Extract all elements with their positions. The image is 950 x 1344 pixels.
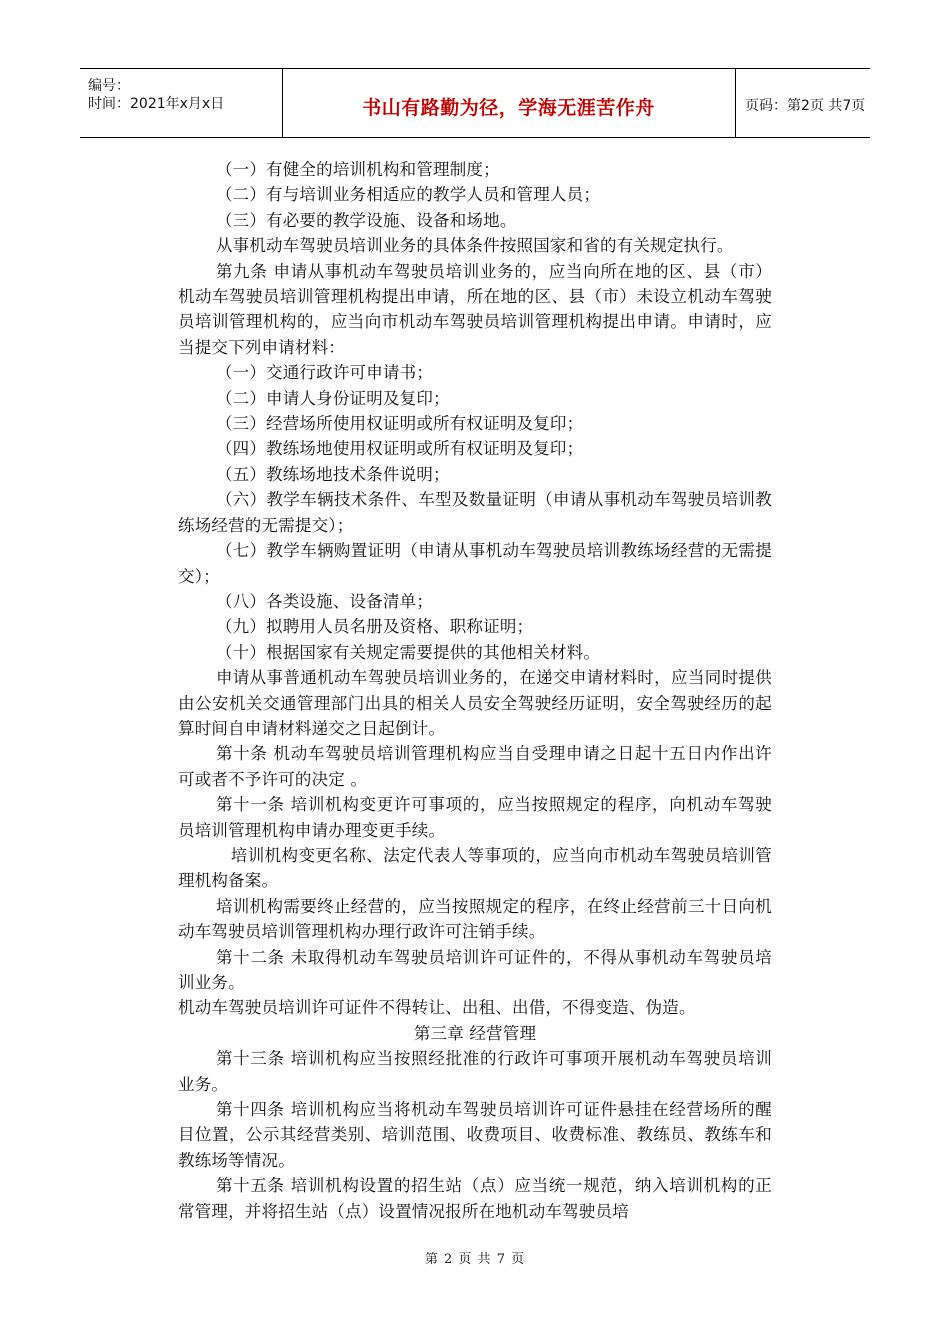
body-paragraph: （三）有必要的教学设施、设备和场地。 — [215, 210, 517, 230]
body-paragraph: 第十四条 培训机构应当将机动车驾驶员培训许可证件悬挂在经营场所的醒目位置，公示其经营类别、培训范围、收费项目、收费标准、教练员、教练车和教练场等情况。 — [178, 1100, 772, 1170]
motto-text: 书山有路勤为径，学海无涯苦作舟 — [362, 97, 655, 119]
body-paragraph: （五）教练场地技术条件说明； — [215, 464, 450, 484]
body-paragraph: 机动车驾驶员培训许可证件不得转让、出租、出借，不得变造、伪造。 — [178, 998, 696, 1018]
body-paragraph: （二）有与培训业务相适应的教学人员和管理人员； — [215, 185, 601, 205]
body-paragraph: 培训机构变更名称、法定代表人等事项的，应当向市机动车驾驶员培训管理机构备案。 — [178, 845, 772, 891]
body-paragraph: 第十三条 培训机构应当按照经批准的行政许可事项开展机动车驾驶员培训业务。 — [178, 1049, 772, 1094]
document-body — [178, 157, 772, 1224]
body-paragraph: （三）经营场所使用权证明或所有权证明及复印； — [215, 414, 584, 434]
page-footer: 第 2 页 共 7 页 — [424, 1252, 526, 1267]
body-paragraph: 第三章 经营管理 — [413, 1023, 537, 1043]
body-paragraph: （六）教学车辆技术条件、车型及数量证明（申请从事机动车驾驶员培训教练场经营的无需提交）； — [178, 490, 772, 535]
body-paragraph: 第十条 机动车驾驶员培训管理机构应当自受理申请之日起十五日内作出许可或者不予许可的决定 。 — [178, 744, 772, 789]
body-paragraph: 第九条 申请从事机动车驾驶员培训业务的，应当向所在地的区、县（市）机动车驾驶员培训管理机构提出申请，所在地的区、县（市）未设立机动车驾驶员培训管理机构的，应当向市机动车驾驶员培训管理机构提出申请。申请时，应当提交下列申请材料： — [178, 261, 772, 357]
body-paragraph: （九）拟聘用人员名册及资格、职称证明； — [215, 617, 534, 637]
body-paragraph: （八）各类设施、设备清单； — [215, 591, 434, 611]
body-paragraph: 申请从事普通机动车驾驶员培训业务的，在递交申请材料时，应当同时提供由公安机关交通管理部门出具的相关人员安全驾驶经历证明，安全驾驶经历的起算时间自申请材料递交之日起倒计。 — [178, 668, 772, 738]
body-paragraph: （四）教练场地使用权证明或所有权证明及复印； — [215, 439, 584, 459]
header-info-cell — [80, 69, 283, 137]
page-label: 页码：第2页 共7页 — [745, 98, 866, 114]
body-paragraph: 从事机动车驾驶员培训业务的具体条件按照国家和省的有关规定执行。 — [215, 236, 734, 256]
time-label: 时间：2021年x月x日 — [88, 96, 225, 112]
number-label: 编号： — [88, 78, 130, 94]
page-header — [80, 68, 870, 138]
body-paragraph: （七）教学车辆购置证明（申请从事机动车驾驶员培训教练场经营的无需提交）； — [178, 541, 772, 586]
body-paragraph: （一）交通行政许可申请书； — [215, 363, 434, 383]
body-paragraph: 培训机构需要终止经营的，应当按照规定的程序，在终止经营前三十日向机动车驾驶员培训管理机构办理行政许可注销手续。 — [178, 896, 772, 942]
body-paragraph: 第十一条 培训机构变更许可事项的，应当按照规定的程序，向机动车驾驶员培训管理机构申请办理变更手续。 — [178, 795, 772, 840]
header-motto-cell — [282, 69, 736, 137]
body-paragraph: （十）根据国家有关规定需要提供的其他相关材料。 — [215, 642, 601, 662]
body-paragraph: （一）有健全的培训机构和管理制度； — [215, 160, 500, 179]
header-page-cell — [735, 69, 870, 137]
body-paragraph: 第十二条 未取得机动车驾驶员培训许可证件的，不得从事机动车驾驶员培训业务。 — [178, 947, 772, 992]
body-paragraph: （二）申请人身份证明及复印； — [215, 388, 450, 408]
body-paragraph: 第十五条 培训机构设置的招生站（点）应当统一规范，纳入培训机构的正常管理，并将招生站（点）设置情况报所在地机动车驾驶员培 — [178, 1176, 772, 1221]
